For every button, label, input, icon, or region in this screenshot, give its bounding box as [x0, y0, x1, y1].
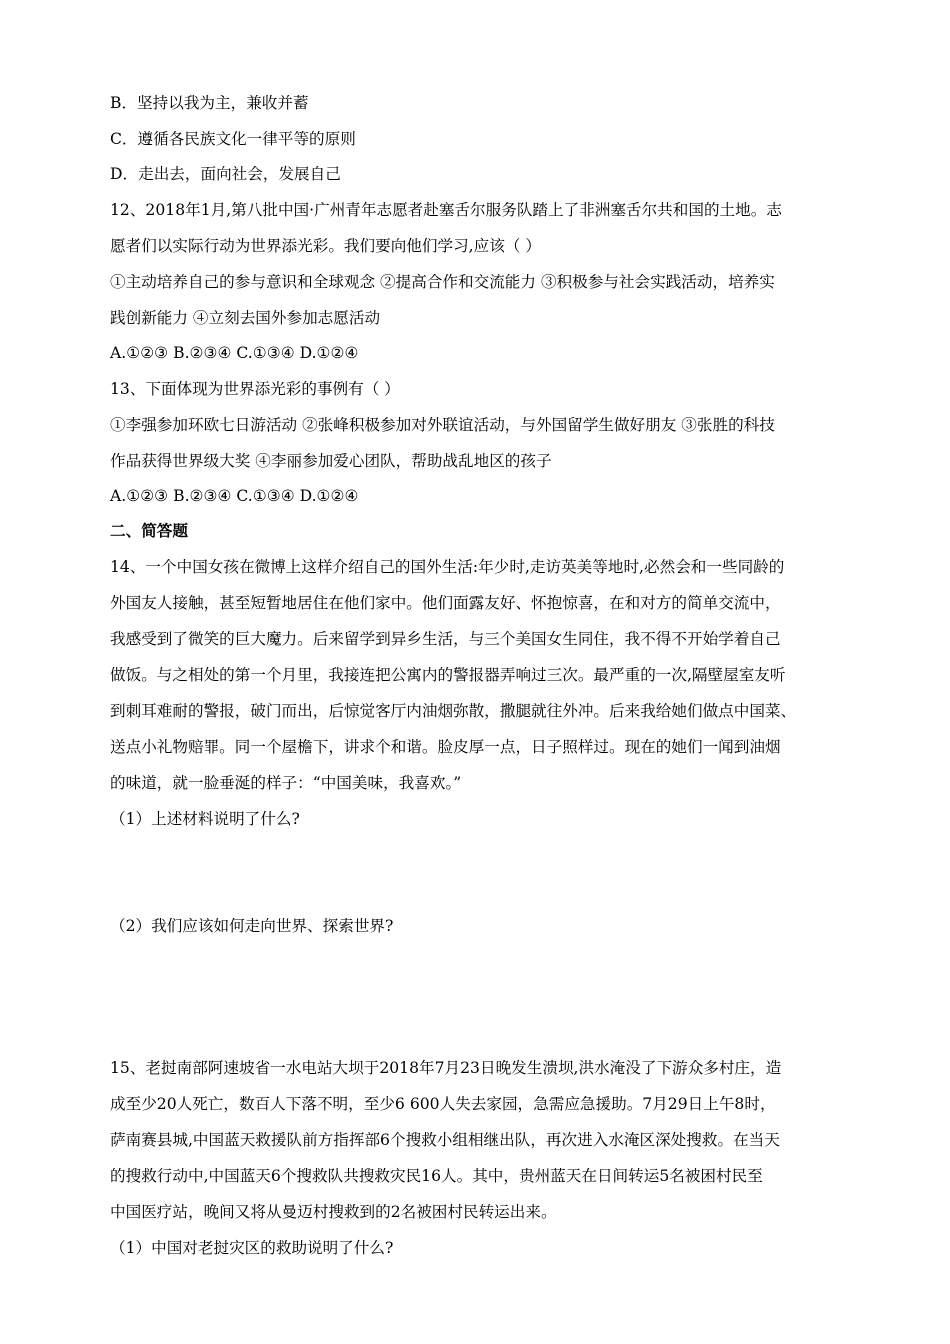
question-14-material-line-2: 外国友人接触，甚至短暂地居住在他们家中。他们面露友好、怀抱惊喜，在和对方的简单交流中， [110, 594, 781, 612]
question-12-stem-line-1: 12、2018年1月,第八批中国·广州青年志愿者赴塞舌尔服务队踏上了非洲塞舌尔共和国的土地。志 [110, 201, 782, 219]
question-13-statements-line-1: ①李强参加环欧七日游活动 ②张峰积极参加对外联谊活动，与外国留学生做好朋友 ③张胜的科技 [110, 416, 775, 434]
question-12-statements-line-1: ①主动培养自己的参与意识和全球观念 ②提高合作和交流能力 ③积极参与社会实践活动，培养实 [110, 273, 775, 291]
question-15-material-line-4: 的搜救行动中,中国蓝天6个搜救队共搜救灾民16人。其中，贵州蓝天在日间转运5名被困村民至 [110, 1167, 763, 1185]
question-14-material-line-1: 14、一个中国女孩在微博上这样介绍自己的国外生活:年少时,走访英美等地时,必然会和一些同龄的 [110, 558, 785, 576]
question-15-material-line-3: 萨南赛县城,中国蓝天救援队前方指挥部6个搜救小组相继出队，再次进入水淹区深处搜救。在当天 [110, 1131, 780, 1149]
option-d-line: D．走出去，面向社会，发展自己 [110, 165, 341, 183]
option-b-line: B．坚持以我为主，兼收并蓄 [110, 94, 309, 112]
section-heading-short-answer: 二、简答题 [110, 521, 188, 540]
question-12-statements-line-2: 践创新能力 ④立刻去国外参加志愿活动 [110, 309, 381, 327]
option-c-line: C．遵循各民族文化一律平等的原则 [110, 130, 356, 148]
question-15-sub-1: （1）中国对老挝灾区的救助说明了什么? [110, 1239, 394, 1257]
question-14-material-line-3: 我感受到了微笑的巨大魔力。后来留学到异乡生活，与三个美国女生同住，我不得不开始学着自己 [110, 630, 781, 648]
question-14-material-line-6: 送点小礼物赔罪。同一个屋檐下，讲求个和谐。脸皮厚一点，日子照样过。现在的她们一闻到油烟 [110, 738, 781, 756]
question-14-material-line-7: 的味道，就一脸垂涎的样子：“中国美味，我喜欢。” [110, 774, 462, 792]
question-13-statements-line-2: 作品获得世界级大奖 ④李丽参加爱心团队，帮助战乱地区的孩子 [110, 452, 552, 470]
question-13-choices: A.①②③ B.②③④ C.①③④ D.①②④ [110, 487, 359, 505]
question-12-stem-line-2: 愿者们以实际行动为世界添光彩。我们要向他们学习,应该（ ） [110, 237, 541, 255]
question-15-material-line-5: 中国医疗站，晚间又将从曼迈村搜救到的2名被困村民转运出来。 [110, 1203, 557, 1221]
question-13-stem: 13、下面体现为世界添光彩的事例有（ ） [110, 380, 400, 398]
question-14-material-line-4: 做饭。与之相处的第一个月里，我接连把公寓内的警报器弄响过三次。最严重的一次,隔壁屋室友听 [110, 666, 786, 684]
question-14-sub-1: （1）上述材料说明了什么? [110, 810, 300, 828]
question-12-choices: A.①②③ B.②③④ C.①③④ D.①②④ [110, 344, 359, 362]
question-14-material-line-5: 到刺耳难耐的警报，破门而出，后惊觉客厅内油烟弥散，撒腿就往外冲。后来我给她们做点中国菜、 [110, 702, 797, 720]
question-15-material-line-1: 15、老挝南部阿速坡省一水电站大坝于2018年7月23日晚发生溃坝,洪水淹没了下游众多村庄，造 [110, 1059, 782, 1077]
question-15-material-line-2: 成至少20人死亡，数百人下落不明，至少6 600人失去家园，急需应急援助。7月29日上午8时， [110, 1095, 776, 1113]
question-14-sub-2: （2）我们应该如何走向世界、探索世界? [110, 917, 394, 935]
